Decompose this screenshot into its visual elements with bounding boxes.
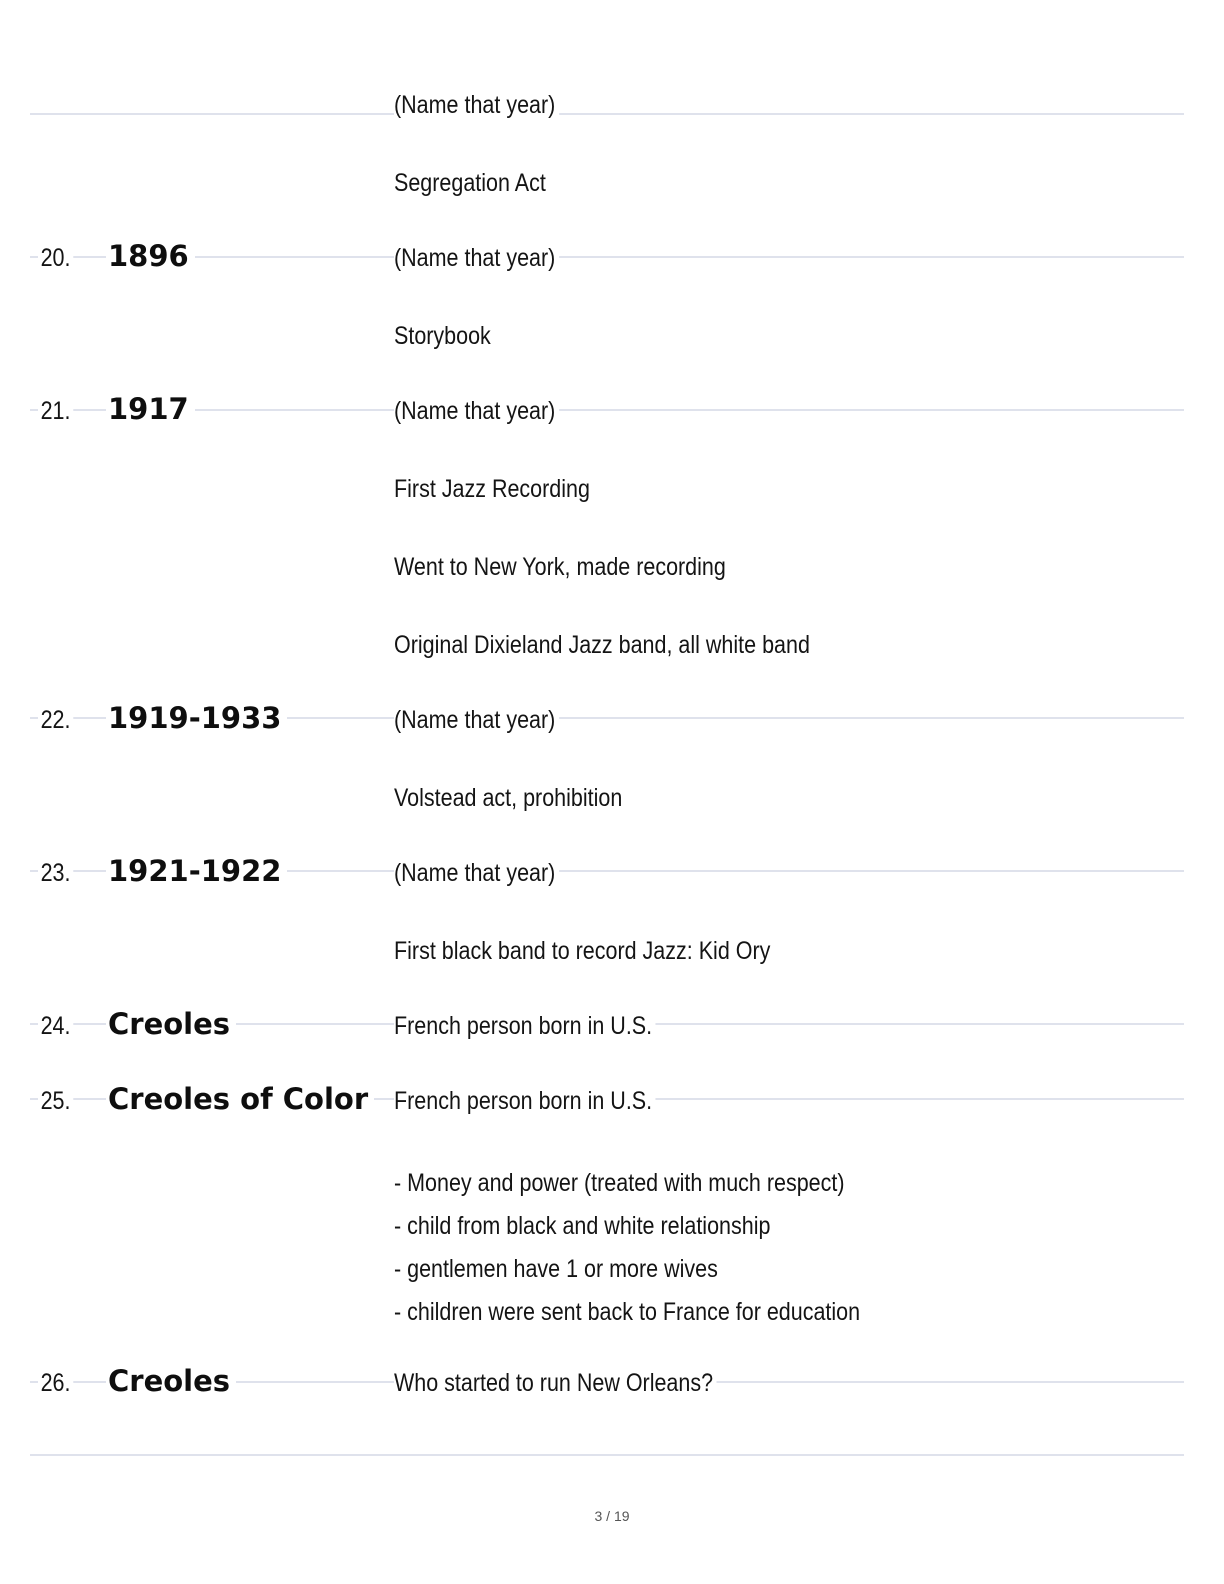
entry-number: 21. <box>38 396 73 426</box>
entry-detail: Storybook <box>394 321 494 351</box>
divider <box>30 113 1184 115</box>
entry-term: Creoles <box>106 1007 236 1041</box>
bullet-item: - children were sent back to France for education <box>394 1298 861 1326</box>
bullet-item: - gentlemen have 1 or more wives <box>394 1255 718 1283</box>
entry-term: 1919-1933 <box>106 701 287 735</box>
entry-detail: Volstead act, prohibition <box>394 783 626 813</box>
entry-number: 26. <box>38 1368 73 1398</box>
bullet-item: - Money and power (treated with much respect) <box>394 1169 845 1197</box>
entry-note: French person born in U.S. <box>394 1086 656 1116</box>
entry-note: Who started to run New Orleans? <box>394 1368 717 1398</box>
entry-term: Creoles <box>106 1364 236 1398</box>
bullet-item: - child from black and white relationship <box>394 1212 771 1240</box>
bullet-list <box>394 1162 940 1334</box>
entry-term: 1917 <box>106 392 195 426</box>
entry-note: (Name that year) <box>394 705 559 735</box>
divider <box>30 1454 1184 1456</box>
entry-number: 22. <box>38 705 73 735</box>
entry-note: (Name that year) <box>394 858 559 888</box>
divider <box>30 409 1184 411</box>
entry-number: 20. <box>38 243 73 273</box>
page-number: 3 / 19 <box>594 1508 630 1524</box>
entry-note: (Name that year) <box>394 243 559 273</box>
entry-number: 25. <box>38 1086 73 1116</box>
entry-detail: First black band to record Jazz: Kid Ory <box>394 936 774 966</box>
entry-detail: Went to New York, made recording <box>394 552 729 582</box>
entry-note: (Name that year) <box>394 396 559 426</box>
entry-number: 24. <box>38 1011 73 1041</box>
entry-detail: Original Dixieland Jazz band, all white band <box>394 630 813 660</box>
entry-term: Creoles of Color <box>106 1082 374 1116</box>
entry-term: 1921-1922 <box>106 854 287 888</box>
entry-detail: First Jazz Recording <box>394 474 593 504</box>
entry-note: French person born in U.S. <box>394 1011 656 1041</box>
divider <box>30 256 1184 258</box>
entry-detail: Segregation Act <box>394 168 549 198</box>
entry-note: (Name that year) <box>394 90 559 120</box>
entry-number: 23. <box>38 858 73 888</box>
entry-term: 1896 <box>106 239 195 273</box>
